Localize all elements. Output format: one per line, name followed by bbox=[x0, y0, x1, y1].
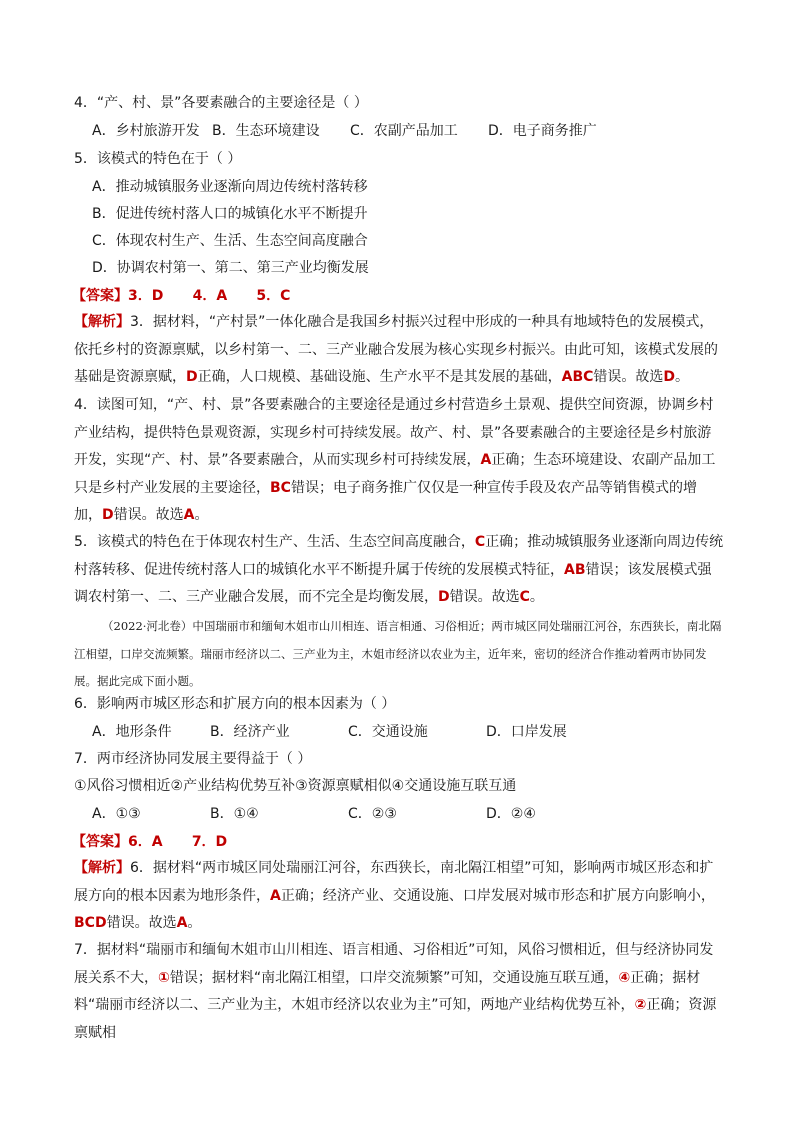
text: 正确，人口规模、基础设施、生产水平不是其发展的基础， bbox=[197, 369, 562, 385]
answer-letter: ABC bbox=[561, 369, 594, 385]
answer-block bbox=[72, 833, 227, 851]
question-7-items: ①风俗习惯相近②产业结构优势互补③资源禀赋相似④交通设施互联互通 bbox=[74, 778, 517, 794]
text: 正确；资源禀赋相 bbox=[74, 997, 717, 1041]
item-number: ① bbox=[158, 969, 170, 986]
answer-block bbox=[72, 287, 290, 305]
text: 错误。故选 bbox=[106, 915, 177, 931]
option-b: B．促进传统村落人口的城镇化水平不断提升 bbox=[92, 206, 368, 222]
text: 错误；据材料“南北隔江相望，口岸交流频繁”可知，交通设施互联互通， bbox=[169, 969, 619, 986]
option-b: B．生态环境建设 bbox=[212, 123, 320, 139]
analysis-3 bbox=[74, 309, 724, 392]
option-c: C．农副产品加工 bbox=[350, 123, 458, 139]
answer-letter: C bbox=[474, 534, 486, 550]
text: 正确；经济产业、交通设施、口岸发展对城市形态和扩展方向影响小， bbox=[280, 887, 715, 904]
answer-letter: BCD bbox=[74, 915, 107, 931]
text: 正确；推动城镇服务业逐渐向周边传统村落转移、促进传统村落人口的城镇化水平不断提升属于传统的发展模式特征， bbox=[74, 534, 724, 578]
question-6-stem: 6．影响两市城区形态和扩展方向的根本因素为（ ） bbox=[74, 696, 396, 712]
text: 错误。故选 bbox=[449, 589, 520, 605]
text: 6．据材料“两市城区同处瑞丽江河谷，东西狭长，南北隔江相望”可知，影响两市城区形态和扩展方向的根本因素为地形条件， bbox=[74, 860, 714, 904]
option-b: B．经济产业 bbox=[210, 724, 290, 740]
option-d: D．电子商务推广 bbox=[488, 123, 597, 139]
answer-letter: A bbox=[183, 507, 195, 523]
question-5-stem: 5．该模式的特色在于（ ） bbox=[74, 151, 242, 167]
answer-letter: D bbox=[102, 507, 114, 523]
question-4-stem: 4．“产、村、景”各要素融合的主要途径是（ ） bbox=[74, 95, 368, 111]
text: 错误；电子商务推广仅仅是一种宣传手段及农产品等销售模式的增加， bbox=[74, 479, 697, 523]
answer-letter: D bbox=[663, 369, 676, 385]
answer-letter: A bbox=[270, 887, 281, 904]
answer-values: 6．A 7．D bbox=[128, 834, 228, 850]
text: 正确；据材料“瑞丽市经济以二、三产业为主，木姐市经济以农业为主”可知，两地产业结构优势互补， bbox=[74, 969, 701, 1013]
answer-letter: A bbox=[176, 915, 188, 931]
text: 。 bbox=[529, 589, 544, 605]
text: 错误。故选 bbox=[593, 369, 664, 385]
question-7-options bbox=[92, 805, 536, 823]
option-d: D．口岸发展 bbox=[486, 724, 567, 740]
analysis-tag: 【解析】 bbox=[74, 314, 130, 330]
text: 3．据材料，“产村景”一体化融合是我国乡村振兴过程中形成的一种具有地域特色的发展模式，依托乡村的资源禀赋，以乡村第一、二、三产业融合发展为核心实现乡村振兴。由此可知，该模式发展的基础是资源禀赋， bbox=[74, 314, 718, 385]
answer-tag: 【答案】 bbox=[72, 834, 128, 850]
answer-letter: C bbox=[519, 589, 530, 605]
text: 。 bbox=[675, 369, 690, 385]
text: 。 bbox=[187, 915, 202, 931]
answer-letter: AB bbox=[564, 561, 586, 578]
option-d: D．协调农村第一、第二、第三产业均衡发展 bbox=[92, 260, 369, 276]
option-a: A．①③ bbox=[92, 806, 141, 822]
text: 正确；生态环境建设、农副产品加工只是乡村产业发展的主要途径， bbox=[74, 452, 716, 496]
analysis-5 bbox=[74, 529, 724, 612]
answer-values: 3．D 4．A 5．C bbox=[128, 288, 291, 304]
text: 错误。故选 bbox=[113, 507, 184, 523]
analysis-tag: 【解析】 bbox=[74, 860, 130, 876]
text: 4．读图可知，“产、村、景”各要素融合的主要途径是通过乡村营造乡土景观、提供空间资源，协调乡村产业结构，提供特色景观资源，实现乡村可持续发展。故产、村、景”各要素融合的主要途径是乡村旅游开发，实现“产、村、景”各要素融合，从而实现乡村可持续发展， bbox=[74, 397, 714, 468]
text: 7．据材料“瑞丽市和缅甸木姐市山川相连、语言相通、习俗相近”可知，风俗习惯相近，但与经济协同发展关系不大， bbox=[74, 942, 714, 986]
material-intro: （2022·河北卷）中国瑞丽市和缅甸木姐市山川相连、语言相通、习俗相近；两市城区同处瑞丽江河谷，东西狭长，南北隔江相望，口岸交流频繁。瑞丽市经济以二、三产业为主，木姐市经济以农业为主，近年来，密切的经济合作推动着两市协同发展。据此完成下面小题。 bbox=[74, 619, 722, 688]
option-c: C．交通设施 bbox=[348, 724, 428, 740]
answer-letter: D bbox=[438, 589, 450, 605]
option-b: B．①④ bbox=[210, 806, 259, 822]
analysis-4 bbox=[74, 392, 724, 530]
question-7-stem: 7．两市经济协同发展主要得益于（ ） bbox=[74, 751, 312, 767]
item-number: ④ bbox=[618, 969, 631, 986]
analysis-7 bbox=[74, 937, 724, 1047]
answer-letter: A bbox=[480, 452, 492, 468]
answer-letter: D bbox=[186, 369, 198, 385]
question-6-options bbox=[92, 723, 567, 741]
option-a: A．乡村旅游开发 bbox=[92, 123, 200, 139]
option-c: C．体现农村生产、生活、生态空间高度融合 bbox=[92, 233, 368, 249]
text: 。 bbox=[194, 507, 209, 523]
option-d: D．②④ bbox=[486, 806, 536, 822]
question-4-options bbox=[92, 122, 597, 140]
text: 5．该模式的特色在于体现农村生产、生活、生态空间高度融合， bbox=[74, 534, 475, 550]
option-a: A．推动城镇服务业逐渐向周边传统村落转移 bbox=[92, 179, 368, 195]
item-number: ② bbox=[634, 997, 647, 1013]
text: 错误；该发展模式强调农村第一、二、三产业融合发展，而不完全是均衡发展， bbox=[74, 561, 712, 605]
option-c: C．②③ bbox=[348, 806, 397, 822]
option-a: A．地形条件 bbox=[92, 724, 172, 740]
analysis-6 bbox=[74, 855, 724, 938]
answer-letter: BC bbox=[270, 479, 291, 496]
answer-tag: 【答案】 bbox=[72, 288, 128, 304]
